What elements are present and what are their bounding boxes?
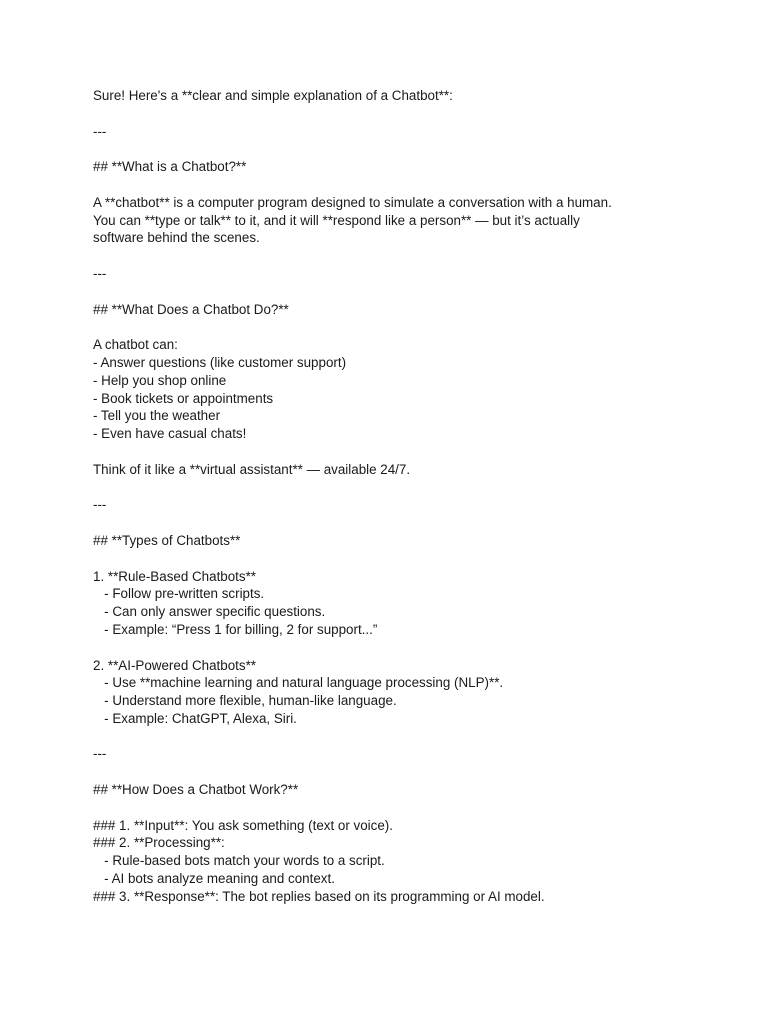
horizontal-rule: --- [93, 497, 107, 513]
blank-line [93, 140, 703, 158]
blank-line [93, 479, 703, 497]
document-body [93, 87, 703, 906]
blank-line [93, 514, 703, 532]
list-item: - Use **machine learning and natural language processing (NLP)**. [93, 675, 504, 691]
subheading-line: ### 1. **Input**: You ask something (text or voice). [93, 817, 393, 833]
blank-line [93, 639, 703, 657]
list-item: - Tell you the weather [93, 408, 221, 424]
list-item: - Answer questions (like customer support) [93, 354, 347, 370]
subheading-line: ### 3. **Response**: The bot replies based on its programming or AI model. [93, 888, 545, 904]
blank-line [93, 105, 703, 123]
section-heading: ## **What is a Chatbot?** [93, 159, 247, 175]
list-item: - Follow pre-written scripts. [93, 586, 265, 602]
numbered-item: 1. **Rule-Based Chatbots** [93, 568, 257, 584]
list-item: - Book tickets or appointments [93, 390, 274, 406]
list-item: - AI bots analyze meaning and context. [93, 871, 335, 887]
section-heading: ## **Types of Chatbots** [93, 532, 241, 548]
list-item: - Even have casual chats! [93, 426, 247, 442]
horizontal-rule: --- [93, 746, 107, 762]
blank-line [93, 550, 703, 568]
document-line: software behind the scenes. [93, 230, 260, 246]
list-item: - Rule-based bots match your words to a script. [93, 853, 385, 869]
document-line: A **chatbot** is a computer program designed to simulate a conversation with a human. [93, 194, 612, 210]
horizontal-rule: --- [93, 265, 107, 281]
blank-line [93, 318, 703, 336]
blank-line [93, 176, 703, 194]
blank-line [93, 799, 703, 817]
list-item: - Help you shop online [93, 372, 227, 388]
section-heading: ## **What Does a Chatbot Do?** [93, 301, 289, 317]
list-item: - Understand more flexible, human-like language. [93, 693, 397, 709]
section-heading: ## **How Does a Chatbot Work?** [93, 782, 299, 798]
horizontal-rule: --- [93, 123, 107, 139]
blank-line [93, 443, 703, 461]
document-line: A chatbot can: [93, 337, 178, 353]
document-line: Think of it like a **virtual assistant** — available 24/7. [93, 461, 411, 477]
blank-line [93, 247, 703, 265]
list-item: - Example: ChatGPT, Alexa, Siri. [93, 710, 297, 726]
document-line: You can **type or talk** to it, and it will **respond like a person** — but it’s actually [93, 212, 580, 228]
list-item: - Example: “Press 1 for billing, 2 for support...” [93, 621, 378, 637]
blank-line [93, 728, 703, 746]
document-line: Sure! Here's a **clear and simple explanation of a Chatbot**: [93, 88, 453, 103]
subheading-line: ### 2. **Processing**: [93, 835, 225, 851]
blank-line [93, 283, 703, 301]
blank-line [93, 763, 703, 781]
numbered-item: 2. **AI-Powered Chatbots** [93, 657, 257, 673]
list-item: - Can only answer specific questions. [93, 604, 326, 620]
